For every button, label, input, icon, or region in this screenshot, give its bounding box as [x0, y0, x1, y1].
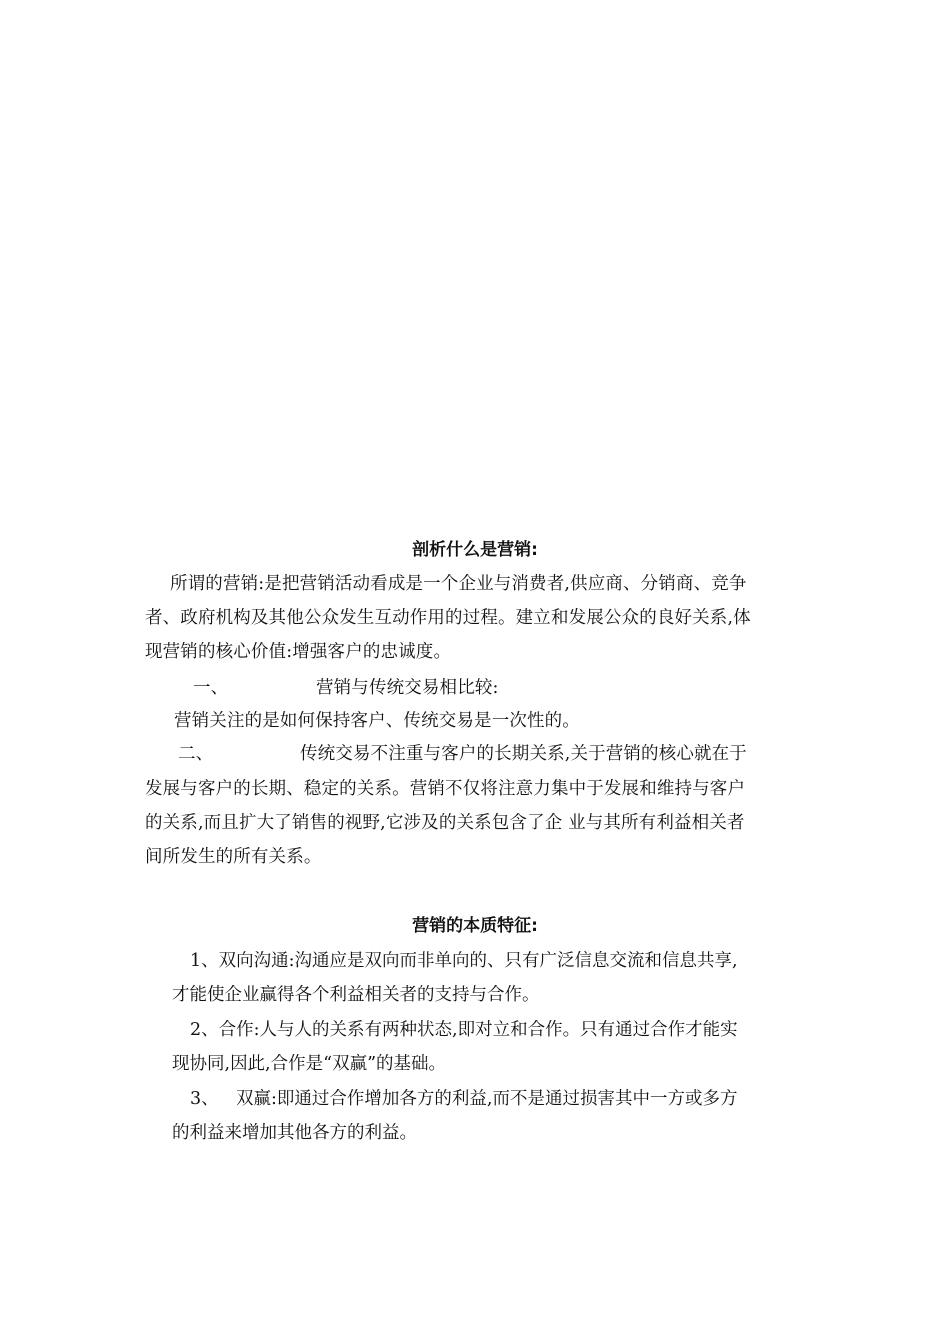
point-2-marker: 二、 [178, 744, 214, 764]
intro-line-1: 所谓的营销:是把营销活动看成是一个企业与消费者,供应商、分销商、竞争 [170, 574, 747, 594]
point-1-marker: 一、 [193, 678, 229, 698]
point-1-heading: 营销与传统交易相比较: [316, 678, 499, 698]
section-title-features: 营销的本质特征: [412, 916, 538, 936]
intro-line-3: 现营销的核心价值:增强客户的忠诚度。 [145, 642, 452, 662]
feature-1-line-2: 才能使企业赢得各个利益相关者的支持与合作。 [172, 985, 540, 1005]
point-2-line-4: 间所发生的所有关系。 [145, 847, 322, 867]
point-1-text: 营销关注的是如何保持客户、传统交易是一次性的。 [174, 711, 580, 731]
point-2-line-2: 发展与客户的长期、稳定的关系。营销不仅将注意力集中于发展和维持与客户 [145, 779, 746, 799]
feature-3-line-2: 的利益来增加其他各方的利益。 [172, 1123, 417, 1143]
point-2-line-1: 传统交易不注重与客户的长期关系,关于营销的核心就在于 [300, 744, 747, 764]
feature-2-line-2: 现协同,因此,合作是“双赢”的基础。 [172, 1054, 447, 1074]
feature-3-line-1: 双赢:即通过合作增加各方的利益,而不是通过损害其中一方或多方 [236, 1089, 738, 1109]
intro-line-2: 者、政府机构及其他公众发生互动作用的过程。建立和发展公众的良好关系,体 [145, 608, 751, 628]
feature-3-marker: 3、 [190, 1089, 219, 1109]
section-title-marketing: 剖析什么是营销: [412, 540, 538, 560]
feature-1-line-1: 1、双向沟通:沟通应是双向而非单向的、只有广泛信息交流和信息共享, [190, 951, 738, 971]
point-2-line-3: 的关系,而且扩大了销售的视野,它涉及的关系包含了企 业与其所有利益相关者 [145, 813, 745, 833]
feature-2-line-1: 2、合作:人与人的关系有两种状态,即对立和合作。只有通过合作才能实 [190, 1020, 738, 1040]
